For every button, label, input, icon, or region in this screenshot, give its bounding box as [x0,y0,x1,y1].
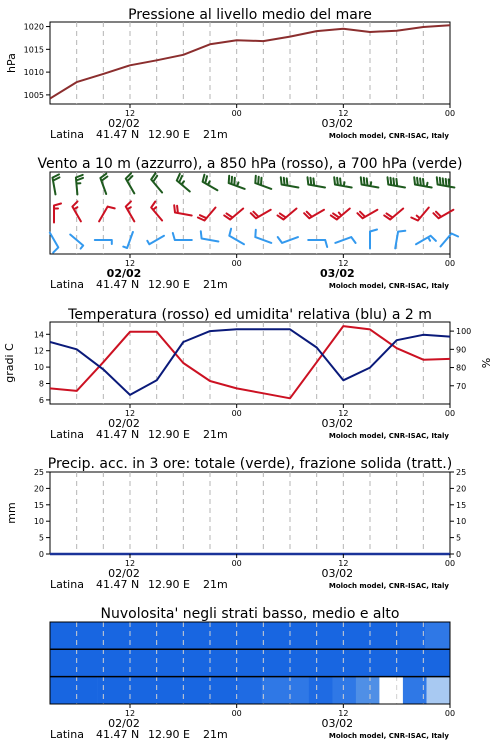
cloud-cell [225,622,250,649]
location-lon: 12.90 E [148,578,190,591]
date-label: 03/02 [320,267,355,280]
location-alt: 21m [203,278,228,291]
y-tick-label: 20 [456,484,467,494]
cloud-cell [75,649,100,676]
cloud-cell [285,677,309,704]
y-tick-label: 0 [456,550,462,559]
precip-ylabel: mm [5,502,18,524]
humidity-y-axis-right [450,327,471,391]
wind-barb [335,237,355,243]
location-lat: 41.47 N [96,728,140,741]
cloud-cell [200,622,225,649]
cloud-cell [325,622,350,649]
wind-barb [304,210,324,219]
model-credit: Moloch model, CNR-ISAC, Italy [328,432,449,440]
cloud-heatmap [50,622,450,704]
wind-barb [99,207,115,222]
cloud-cell [50,649,75,676]
date-label: 03/02 [321,717,354,730]
wind-barb [251,210,271,219]
wind-barb [414,177,432,187]
cloud-cell [150,649,175,676]
wind-barb [203,175,218,191]
y-tick-label: 6 [38,395,44,405]
cloud-cell [125,622,150,649]
cloud-cell [50,622,75,649]
precip-title: Precip. acc. in 3 ore: totale (verde), frazione solida (tratt.) [47,456,453,472]
date-label: 02/02 [108,567,140,580]
cloud-cell [262,677,286,704]
wind-barb [224,209,243,220]
y-tick-label: 8 [38,379,44,389]
x-tick-label: 12 [338,709,349,718]
cloud-cell [427,677,451,704]
location-alt: 21m [203,578,228,591]
location-lat: 41.47 N [96,428,140,441]
pressure-y-axis [24,23,50,100]
y-tick-label: 1020 [23,22,44,32]
y-tick-label: 14 [33,330,44,340]
wind-barb [198,208,216,221]
wind-barb [278,237,298,243]
precip-time-grid [77,472,424,554]
wind-barb [388,177,406,187]
cloud-cell [300,622,325,649]
pressure-ylabel: hPa [5,53,18,73]
location-lon: 12.90 E [148,728,190,741]
cloud-cell [200,649,225,676]
cloud-panel [50,606,455,741]
cloud-cell [238,677,262,704]
wind-barb [278,209,297,220]
location-name: Latina [50,128,84,141]
x-tick-label: 00 [231,109,242,118]
y-tick-label: 5 [456,533,462,543]
x-tick-label: 12 [338,259,349,268]
wind-barb [437,177,455,187]
temp-y-axis-left [34,330,50,405]
wind-time-axis [50,254,455,291]
pressure-series [50,25,450,98]
location-name: Latina [50,578,84,591]
x-tick-label: 00 [444,109,456,118]
date-label: 02/02 [108,417,140,430]
location-lon: 12.90 E [148,278,190,291]
y-tick-label: 12 [33,346,44,356]
humidity-line [50,329,450,395]
date-label: 02/02 [106,267,142,280]
y-tick-label: 5 [38,533,44,543]
location-alt: 21m [203,128,228,141]
x-tick-label: 12 [124,259,136,268]
model-credit: Moloch model, CNR-ISAC, Italy [328,132,449,140]
x-tick-label: 00 [444,709,456,718]
wind-barb [441,234,459,247]
cloud-cell [125,649,150,676]
wind-barb [50,233,59,253]
wind-barb [53,174,60,194]
wind-barb [411,208,429,221]
wind-barb [173,233,192,240]
cloud-cell [350,649,375,676]
y-tick-label: 15 [33,500,44,510]
wind-barb [384,209,403,220]
wind-panel [37,156,462,291]
cloud-cell [175,649,200,676]
temp-time-axis [50,404,455,441]
cloud-cell [250,622,275,649]
wind-barb [370,230,377,249]
wind-barb [147,236,164,245]
y-tick-label: 10 [33,363,44,373]
cloud-cell [275,649,300,676]
precip-panel [5,456,466,591]
x-tick-label: 00 [444,559,456,568]
wind-barb [76,175,83,195]
cloud-cell [425,649,450,676]
y-tick-label: 1015 [23,45,44,55]
date-label: 02/02 [108,717,140,730]
cloud-cell [97,677,121,704]
cloud-cell [332,677,356,704]
y-tick-label: 1005 [23,90,44,100]
pressure-time-grid [77,22,424,104]
wind-barb [331,209,350,220]
cloud-cell [250,649,275,676]
cloud-cell [175,622,200,649]
cloud-cell [50,677,74,704]
x-tick-label: 00 [444,259,456,268]
location-name: Latina [50,428,84,441]
date-label: 02/02 [108,117,140,130]
cloud-cell [350,622,375,649]
y-tick-label: 10 [456,517,467,527]
cloud-cell [75,622,100,649]
x-tick-label: 12 [338,109,349,118]
location-lon: 12.90 E [148,128,190,141]
cloud-cell [168,677,192,704]
x-tick-label: 00 [444,409,456,418]
cloud-cell [400,622,425,649]
location-lat: 41.47 N [96,128,140,141]
location-alt: 21m [203,728,228,741]
temperature-line [50,326,450,398]
x-tick-label: 00 [231,259,242,268]
date-label: 03/02 [321,417,354,430]
cloud-cell [425,622,450,649]
x-tick-label: 12 [124,559,136,568]
location-name: Latina [50,278,84,291]
date-label: 03/02 [321,567,354,580]
x-tick-label: 00 [231,409,242,418]
wind-barb [357,210,377,219]
pressure-line [50,25,450,98]
cloud-cell [215,677,239,704]
model-credit: Moloch model, CNR-ISAC, Italy [328,282,449,290]
cloud-cell [144,677,168,704]
x-tick-label: 12 [124,709,136,718]
location-name: Latina [50,728,84,741]
y-tick-label: 25 [33,468,44,477]
wind-barb [95,240,112,244]
date-label: 03/02 [321,117,354,130]
wind-title: Vento a 10 m (azzurro), a 850 hPa (rosso), a 700 hPa (verde) [37,156,463,172]
cloud-cell [379,677,403,704]
cloud-cell [309,677,333,704]
precip-y-axis [34,468,466,559]
pressure-title: Pressione al livello medio del mare [128,7,372,23]
cloud-cell [191,677,215,704]
wind-barb [54,204,61,223]
cloud-cell [121,677,145,704]
y-tick-label: 0 [38,550,44,559]
precip-plot-area [50,472,450,554]
pressure-time-axis [50,104,455,141]
y-tick-label: 1010 [23,68,44,78]
x-tick-label: 12 [338,559,349,568]
wind-barbs [50,173,458,252]
wind-barb [123,232,133,248]
cloud-cell [275,622,300,649]
humidity-ylabel: % [480,357,493,369]
cloud-cell [325,649,350,676]
location-lon: 12.90 E [148,428,190,441]
temp-ylabel: gradi C [3,343,16,383]
cloud-cell [356,677,380,704]
location-lat: 41.47 N [96,278,140,291]
cloud-cell [150,622,175,649]
cloud-title: Nuvolosita' negli strati basso, medio e alto [100,606,400,622]
x-tick-label: 00 [231,709,242,718]
location-lat: 41.47 N [96,578,140,591]
y-tick-label: 90 [456,345,467,355]
location-alt: 21m [203,428,228,441]
y-tick-label: 25 [456,468,467,477]
wind-barb [308,240,327,247]
model-credit: Moloch model, CNR-ISAC, Italy [328,732,449,740]
precip-time-axis [50,554,455,591]
x-tick-label: 12 [124,109,136,118]
x-tick-label: 00 [231,559,242,568]
y-tick-label: 20 [33,484,44,494]
temp-humidity-panel [3,307,493,441]
cloud-cell [400,649,425,676]
temp-humidity-series [50,326,450,398]
temp-title: Temperatura (rosso) ed umidita' relativa (blu) a 2 m [68,307,432,323]
y-tick-label: 70 [456,381,467,391]
y-tick-label: 10 [33,517,44,527]
x-tick-label: 12 [124,409,136,418]
cloud-time-axis [50,704,455,741]
y-tick-label: 15 [456,500,467,510]
y-tick-label: 80 [456,363,467,373]
cloud-cell [300,649,325,676]
y-tick-label: 100 [456,327,472,337]
pressure-panel [5,7,455,141]
wind-barb [100,174,107,194]
cloud-cell [225,649,250,676]
x-tick-label: 12 [338,409,349,418]
model-credit: Moloch model, CNR-ISAC, Italy [328,582,449,590]
pressure-plot-area [50,22,450,104]
wind-barb [416,236,436,245]
